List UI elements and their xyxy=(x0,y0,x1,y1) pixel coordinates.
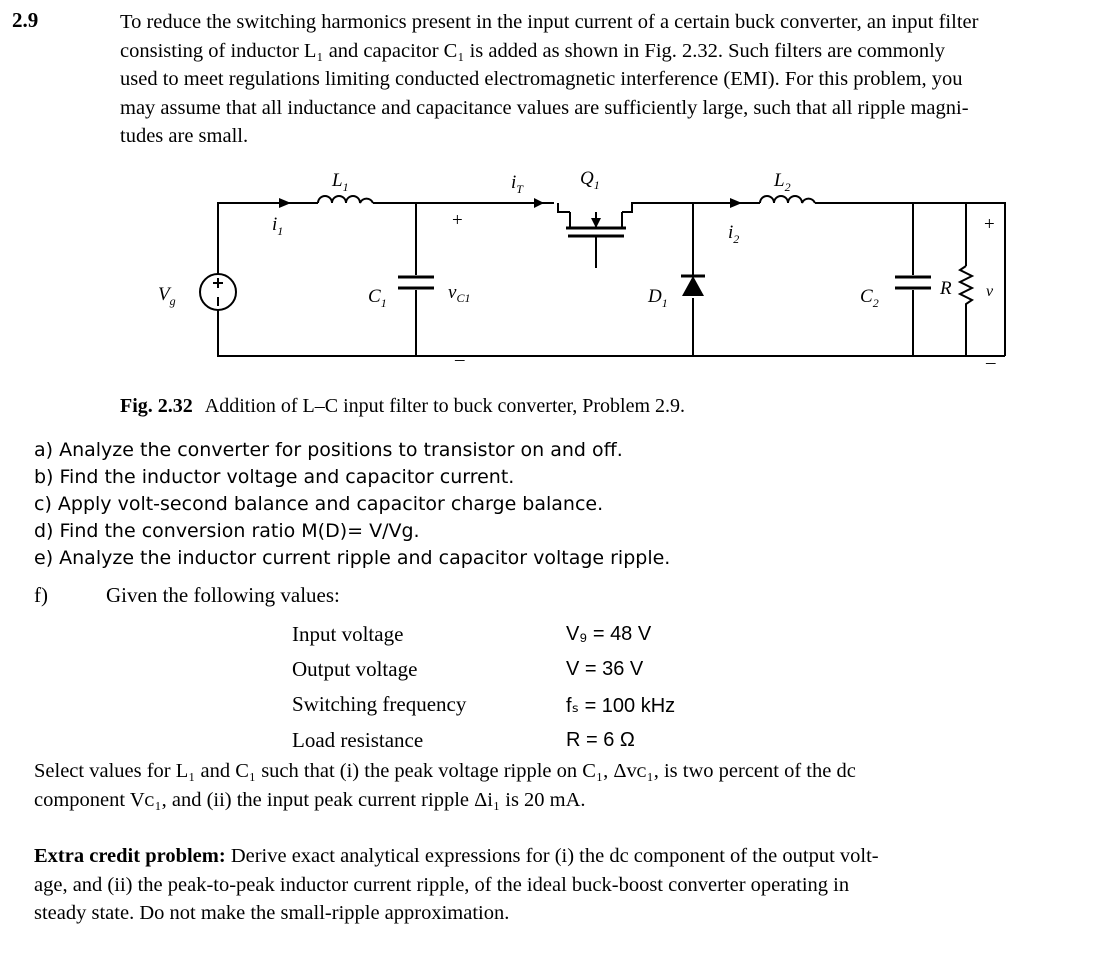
problem-intro xyxy=(120,8,1085,151)
inductor-l2 xyxy=(760,196,815,203)
question-list xyxy=(34,437,670,572)
circuit-diagram xyxy=(140,160,1020,385)
extra-credit-line: steady state. Do not make the small-ripple approximation. xyxy=(34,902,510,924)
vg-source xyxy=(200,274,236,310)
diode-d1 xyxy=(681,276,705,296)
given-name: Load resistance xyxy=(292,728,424,752)
capacitor-c2 xyxy=(895,277,931,288)
label-c2: $C_2$ xyxy=(860,286,879,310)
label-vc1-plus: + xyxy=(452,210,463,231)
problem-number: 2.9 xyxy=(12,8,39,32)
label-i2: $i_2$ xyxy=(728,222,740,246)
given-name: Input voltage xyxy=(292,622,404,646)
question-item: b) Find the inductor voltage and capacitor current. xyxy=(34,466,515,488)
part-f-label: f) xyxy=(34,583,48,607)
instruction-line: component Vᴄ₁, and (ii) the input peak current ripple Δi₁ is 20 mA. xyxy=(34,788,586,811)
given-value: V = 36 V xyxy=(566,658,644,680)
question-item: a) Analyze the converter for positions to transistor on and off. xyxy=(34,439,623,461)
part-f-instructions xyxy=(34,757,974,814)
circuit-wires xyxy=(218,198,1005,356)
label-q1: $Q_1$ xyxy=(580,168,600,192)
question-item: c) Apply volt-second balance and capacitor charge balance. xyxy=(34,493,604,515)
intro-line: tudes are small. xyxy=(120,125,249,147)
label-it: $i_T$ xyxy=(511,172,523,196)
label-v-plus: + xyxy=(984,214,995,235)
label-v-minus: – xyxy=(986,352,996,373)
label-l1: $L_1$ xyxy=(332,170,349,194)
figure-caption xyxy=(120,395,685,418)
given-name: Switching frequency xyxy=(292,692,467,716)
extra-credit-line: age, and (ii) the peak-to-peak inductor current ripple, of the ideal buck-boost converter operating in xyxy=(34,873,850,896)
extra-credit-line: Derive exact analytical expressions for (i) the dc component of the output volt- xyxy=(225,845,879,867)
figure-number: Fig. 2.32 xyxy=(120,395,193,417)
label-l2: $L_2$ xyxy=(774,170,791,194)
given-value: V₉ = 48 V xyxy=(566,623,652,645)
part-f-text: Given the following values: xyxy=(106,583,340,607)
label-r: R xyxy=(940,278,952,299)
instruction-line: Select values for L₁ and C₁ such that (i) the peak voltage ripple on C₁, Δvᴄ₁, is two percent of the dc xyxy=(34,760,856,782)
label-d1: $D_1$ xyxy=(648,286,668,310)
intro-line: may assume that all inductance and capacitance values are sufficiently large, such that all ripple magni- xyxy=(120,96,969,119)
label-c1: $C_1$ xyxy=(368,286,387,310)
intro-line: used to meet regulations limiting conducted electromagnetic interference (EMI). For this problem, you xyxy=(120,68,963,90)
given-value: R = 6 Ω xyxy=(566,729,635,751)
question-item: d) Find the conversion ratio M(D)= V/Vg. xyxy=(34,520,420,542)
label-vg: $V_g$ xyxy=(158,284,176,308)
label-vc1: $v_{C1}$ xyxy=(448,282,471,305)
given-value: fₛ = 100 kHz xyxy=(566,695,676,717)
label-i1: $i_1$ xyxy=(272,214,284,238)
extra-credit xyxy=(34,842,1034,928)
label-vc1-minus: – xyxy=(455,349,465,370)
label-v: v xyxy=(986,283,994,300)
capacitor-c1 xyxy=(398,277,434,288)
resistor-r xyxy=(960,266,972,310)
intro-line: consisting of inductor L₁ and capacitor C₁ is added as shown in Fig. 2.32. Such filters are commonly xyxy=(120,39,946,62)
question-item: e) Analyze the inductor current ripple and capacitor voltage ripple. xyxy=(34,547,671,569)
intro-line: To reduce the switching harmonics present in the input current of a certain buck converter, an input filter xyxy=(120,11,979,33)
figure-caption-text: Addition of L–C input filter to buck converter, Problem 2.9. xyxy=(204,395,686,417)
extra-credit-title: Extra credit problem: xyxy=(34,845,226,867)
mosfet-q1 xyxy=(566,212,626,268)
inductor-l1 xyxy=(318,196,373,203)
given-name: Output voltage xyxy=(292,657,418,681)
